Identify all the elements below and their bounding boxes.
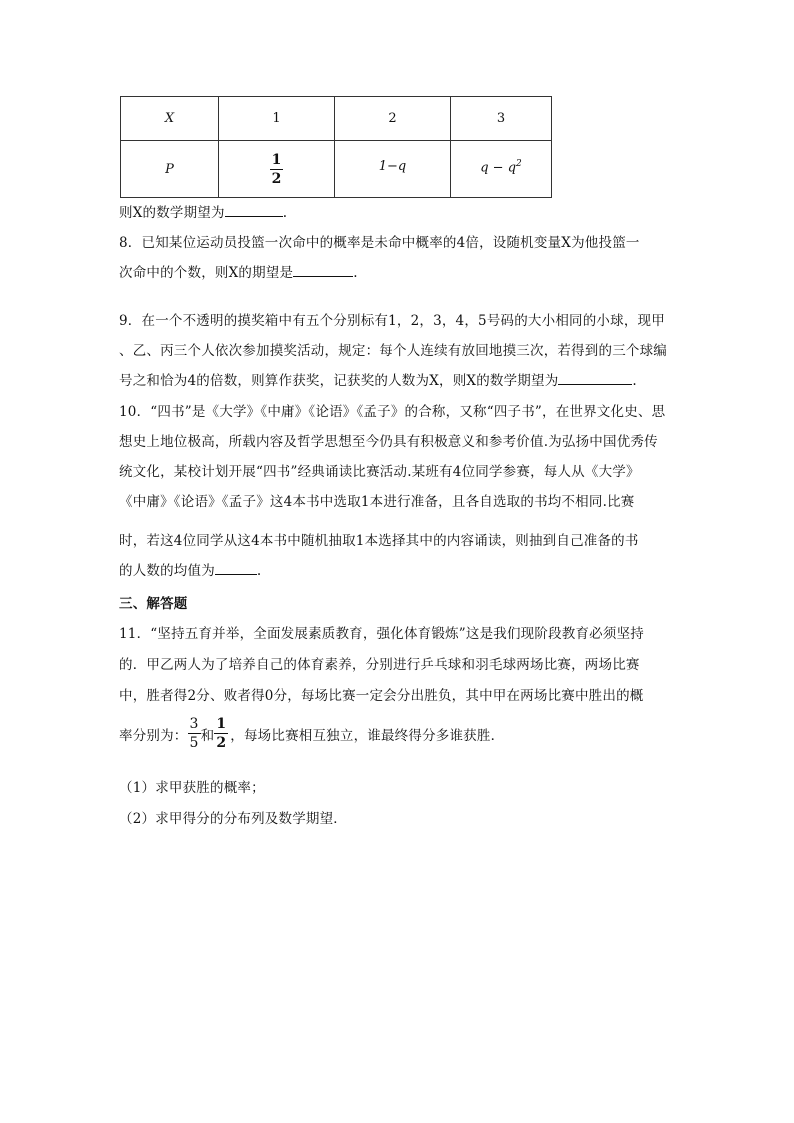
question-10-line-4: 《中庸》《论语》《孟子》这4本书中选取1本进行准备，且各自选取的书均不相同.比赛 (119, 494, 635, 510)
section-heading: 三、解答题 (119, 596, 188, 612)
fraction-three-fifths: $\frac{3}{5}$ (189, 716, 199, 751)
question-11-line-3: 中，胜者得2分、败者得0分，每场比赛一定会分出胜负，其中甲在两场比赛中胜出的概 (119, 688, 644, 704)
distribution-table (120, 96, 552, 198)
table-header-row (121, 97, 552, 141)
question-10-line-3: 统文化，某校计划开展“四书”经典诵读比赛活动.某班有4位同学参赛，每人从《大学》 (119, 464, 640, 480)
question-11-line-2: 的．甲乙两人为了培养自己的体育素养，分别进行乒乓球和羽毛球两场比赛，两场比赛 (119, 657, 640, 673)
question-10-line-5: 时，若这4位同学从这4本书中随机抽取1本选择其中的内容诵读，则抽到自己准备的书 (119, 533, 639, 549)
table-cell-prob-3: $q - q^2$ (451, 141, 552, 198)
fraction-one-half: $\frac{1}{2}$ (271, 151, 282, 187)
answer-blank[interactable] (225, 204, 283, 217)
question-11-line-1: 11．“坚持五育并举，全面发展素质教育，强化体育锻炼”这是我们现阶段教育必须坚持 (119, 626, 644, 642)
table-cell-value-2: 2 (335, 97, 451, 141)
table-probability-row (121, 141, 552, 198)
question-10-line-2: 想史上地位极高，所载内容及哲学思想至今仍具有积极意义和参考价值.为弘扬中国优秀传 (119, 434, 658, 450)
fraction-one-half: $\frac{1}{2}$ (216, 716, 227, 751)
table-cell-x-label: X (121, 97, 219, 141)
question-10-line-1: 10．“四书”是《大学》《中庸》《论语》《孟子》的合称，又称“四子书”，在世界文化史、思 (119, 404, 666, 420)
table-cell-prob-2: 1−q (335, 141, 451, 198)
table-cell-value-1: 1 (219, 97, 335, 141)
question-8-line-2: 次命中的个数，则X的期望是 . (119, 265, 358, 281)
question-11-subquestion-2: （2）求甲得分的分布列及数学期望． (119, 811, 347, 827)
question-9-line-3: 号之和恰为4的倍数，则算作获奖，记获奖的人数为X，则X的数学期望为 . (119, 373, 637, 389)
answer-blank[interactable] (215, 562, 257, 575)
question-9-line-1: 9．在一个不透明的摸奖箱中有五个分别标有1，2，3，4，5号码的大小相同的小球，现甲 (119, 313, 665, 329)
table-cell-p-label: P (121, 141, 219, 198)
table-cell-prob-1 (219, 141, 335, 198)
question-11-line-4: 率分别为： $\frac{3}{5}$ 和 $\frac{1}{2}$ ，每场比赛相互独立，谁最终得分多谁获胜． (119, 716, 505, 751)
table-cell-value-3: 3 (451, 97, 552, 141)
answer-blank[interactable] (558, 372, 632, 385)
answer-blank[interactable] (293, 264, 353, 277)
question-10-line-6: 的人数的均值为 . (119, 563, 262, 579)
question-8-line-1: 8．已知某位运动员投篮一次命中的概率是未命中概率的4倍，设随机变量X为他投篮一 (119, 235, 640, 251)
question-9-line-2: 、乙、丙三个人依次参加摸奖活动，规定：每个人连续有放回地摸三次，若得到的三个球编 (119, 343, 667, 359)
question-7-answer-line: 则X的数学期望为 . (119, 205, 288, 221)
question-11-subquestion-1: （1）求甲获胜的概率； (119, 780, 265, 796)
